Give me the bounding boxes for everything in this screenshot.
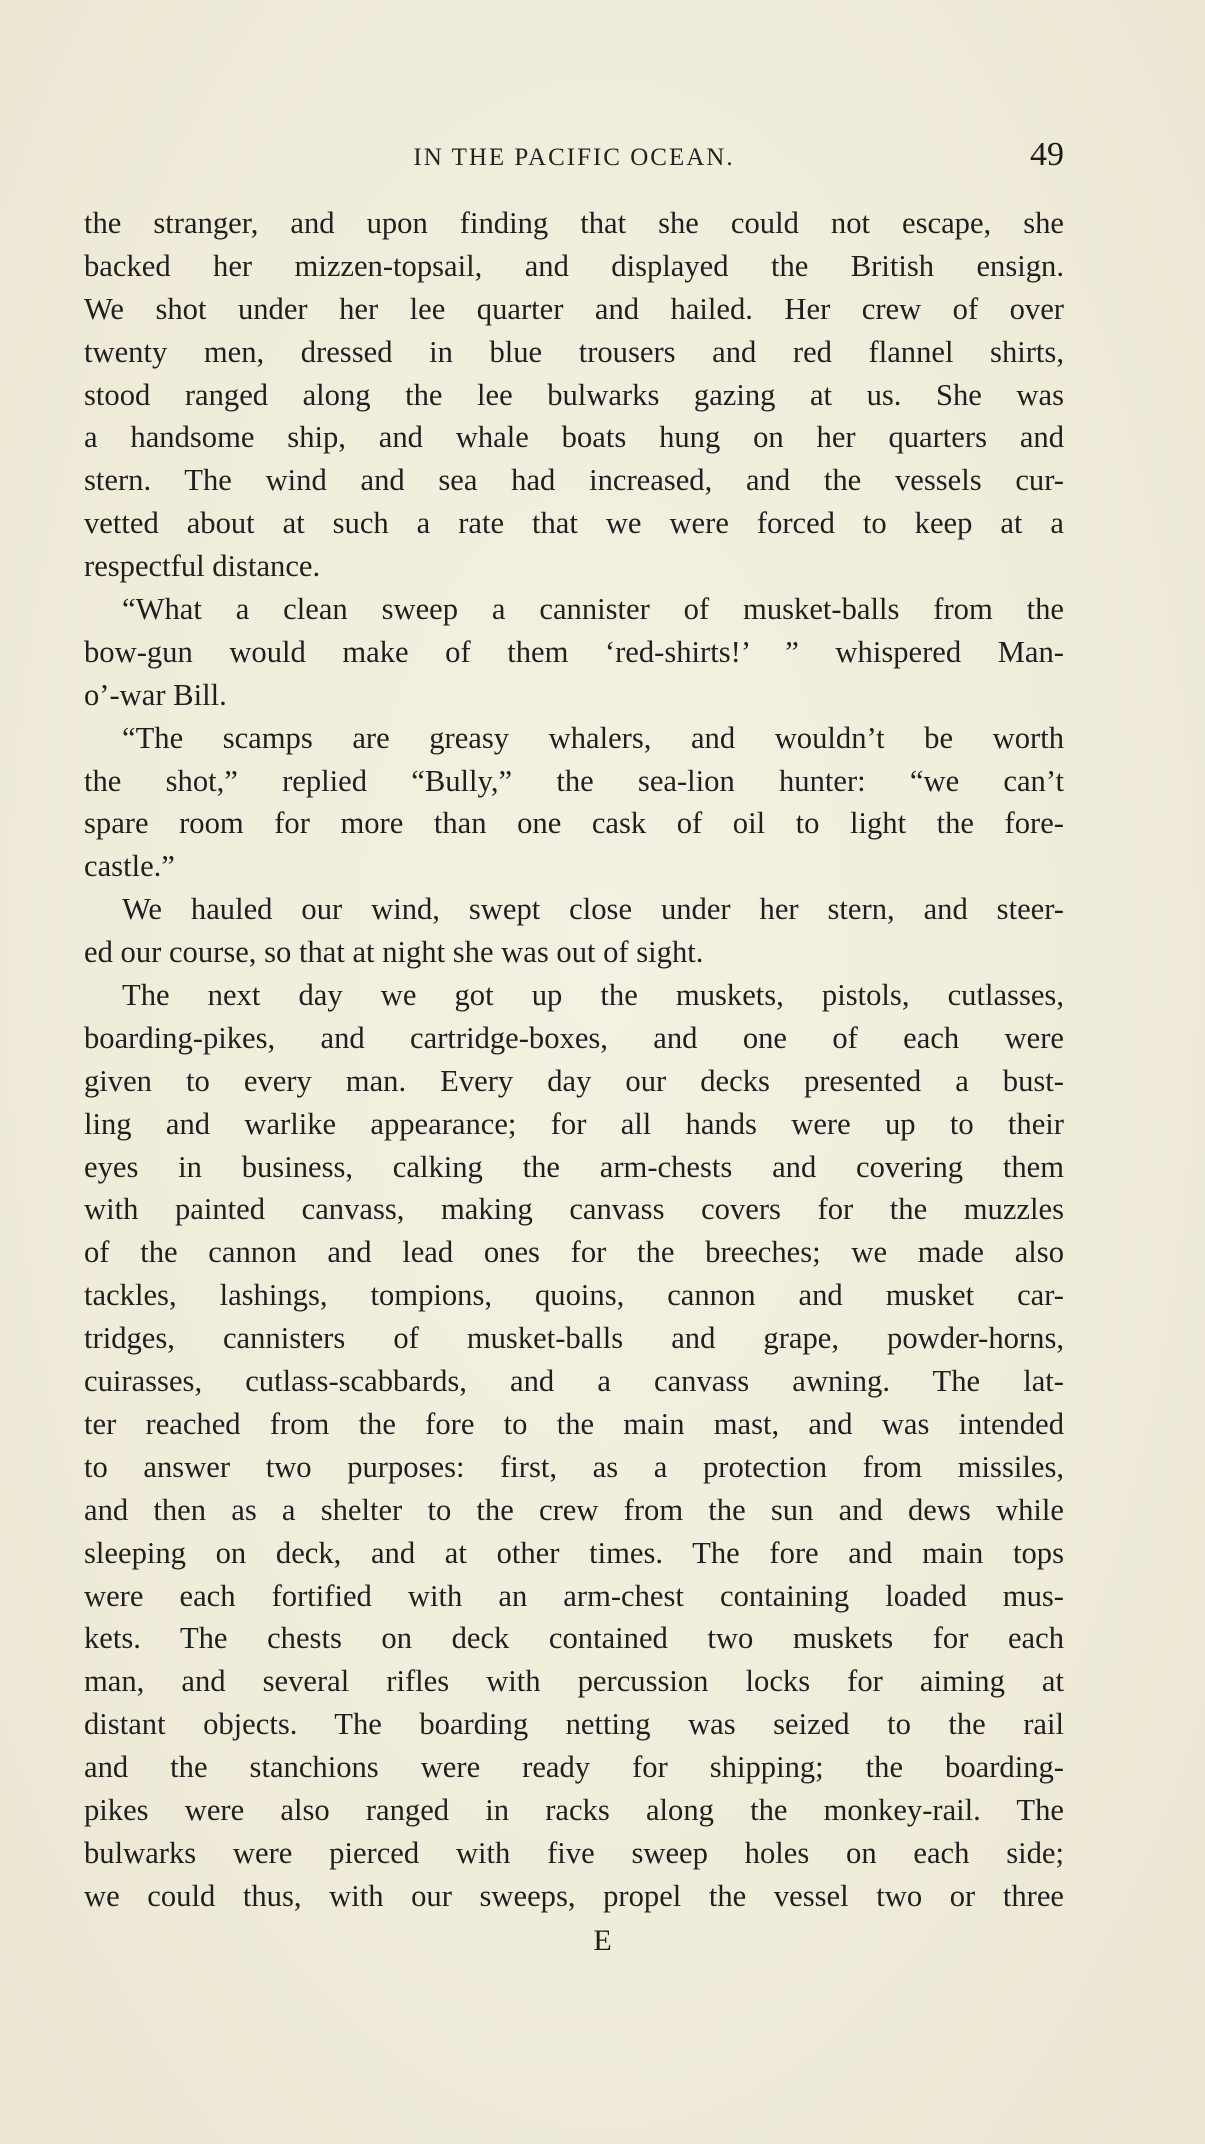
text-line: and then as a shelter to the crew from the sun and dews while xyxy=(84,1492,1064,1527)
text-line: “What a clean sweep a cannister of musket-balls from the xyxy=(122,592,1064,627)
text-line: man, and several rifles with percussion locks for aiming at xyxy=(84,1664,1064,1699)
text-line: a handsome ship, and whale boats hung on her quarters and xyxy=(84,420,1064,455)
text-line: eyes in business, calking the arm-chests and covering them xyxy=(84,1149,1064,1184)
text-line: respectful distance. xyxy=(84,549,321,584)
text-line: kets. The chests on deck contained two muskets for each xyxy=(84,1621,1064,1656)
text-line: We shot under her lee quarter and hailed. Her crew of over xyxy=(84,291,1064,326)
text-line: stood ranged along the lee bulwarks gazing at us. She was xyxy=(84,377,1064,412)
text-line: sleeping on deck, and at other times. The fore and main tops xyxy=(84,1535,1064,1570)
text-line: and the stanchions were ready for shipping; the boarding- xyxy=(84,1750,1064,1785)
text-line: castle.” xyxy=(84,849,175,884)
text-line: ling and warlike appearance; for all hands were up to their xyxy=(84,1106,1064,1141)
text-line: tridges, cannisters of musket-balls and grape, powder-horns, xyxy=(84,1321,1064,1356)
text-line: ter reached from the fore to the main mast, and was intended xyxy=(84,1406,1064,1441)
text-line: we could thus, with our sweeps, propel the vessel two or three xyxy=(84,1878,1064,1913)
text-line: The next day we got up the muskets, pistols, cutlasses, xyxy=(122,978,1064,1013)
text-line: of the cannon and lead ones for the breeches; we made also xyxy=(84,1235,1064,1270)
text-line: cuirasses, cutlass-scabbards, and a canvass awning. The lat- xyxy=(84,1364,1064,1399)
text-line: the stranger, and upon finding that she could not escape, she xyxy=(84,206,1064,240)
text-line: spare room for more than one cask of oil to light the fore- xyxy=(84,806,1064,841)
text-line: vetted about at such a rate that we were forced to keep at a xyxy=(84,506,1064,541)
text-line: with painted canvass, making canvass covers for the muzzles xyxy=(84,1192,1064,1227)
text-line: were each fortified with an arm-chest containing loaded mus- xyxy=(84,1578,1064,1613)
running-title: IN THE PACIFIC OCEAN. xyxy=(413,144,735,171)
text-line: tackles, lashings, tompions, quoins, cannon and musket car- xyxy=(84,1278,1064,1313)
text-line: backed her mizzen-topsail, and displayed the British ensign. xyxy=(84,248,1064,283)
text-line: pikes were also ranged in racks along the monkey-rail. The xyxy=(84,1792,1064,1827)
running-head xyxy=(84,136,1064,176)
text-line: o’-war Bill. xyxy=(84,677,227,712)
text-line: stern. The wind and sea had increased, and the vessels cur- xyxy=(84,463,1064,498)
text-line: ed our course, so that at night she was out of sight. xyxy=(84,935,704,970)
text-line: twenty men, dressed in blue trousers and red flannel shirts, xyxy=(84,334,1064,369)
text-line: the shot,” replied “Bully,” the sea-lion hunter: “we can’t xyxy=(84,763,1064,798)
signature-mark: E xyxy=(593,1924,612,1957)
text-line: given to every man. Every day our decks presented a bust- xyxy=(84,1063,1064,1098)
text-line: bulwarks were pierced with five sweep holes on each side; xyxy=(84,1835,1064,1870)
text-line: to answer two purposes: first, as a protection from missiles, xyxy=(84,1449,1064,1484)
text-line: bow-gun would make of them ‘red-shirts!’ ” whispered Man- xyxy=(84,634,1064,669)
text-line: We hauled our wind, swept close under her stern, and steer- xyxy=(122,892,1064,927)
page-number: 49 xyxy=(1030,136,1064,173)
body-text xyxy=(84,202,1064,1918)
text-line: “The scamps are greasy whalers, and wouldn’t be worth xyxy=(122,720,1064,755)
text-line: distant objects. The boarding netting was seized to the rail xyxy=(84,1707,1064,1742)
text-line: boarding-pikes, and cartridge-boxes, and one of each were xyxy=(84,1020,1064,1055)
